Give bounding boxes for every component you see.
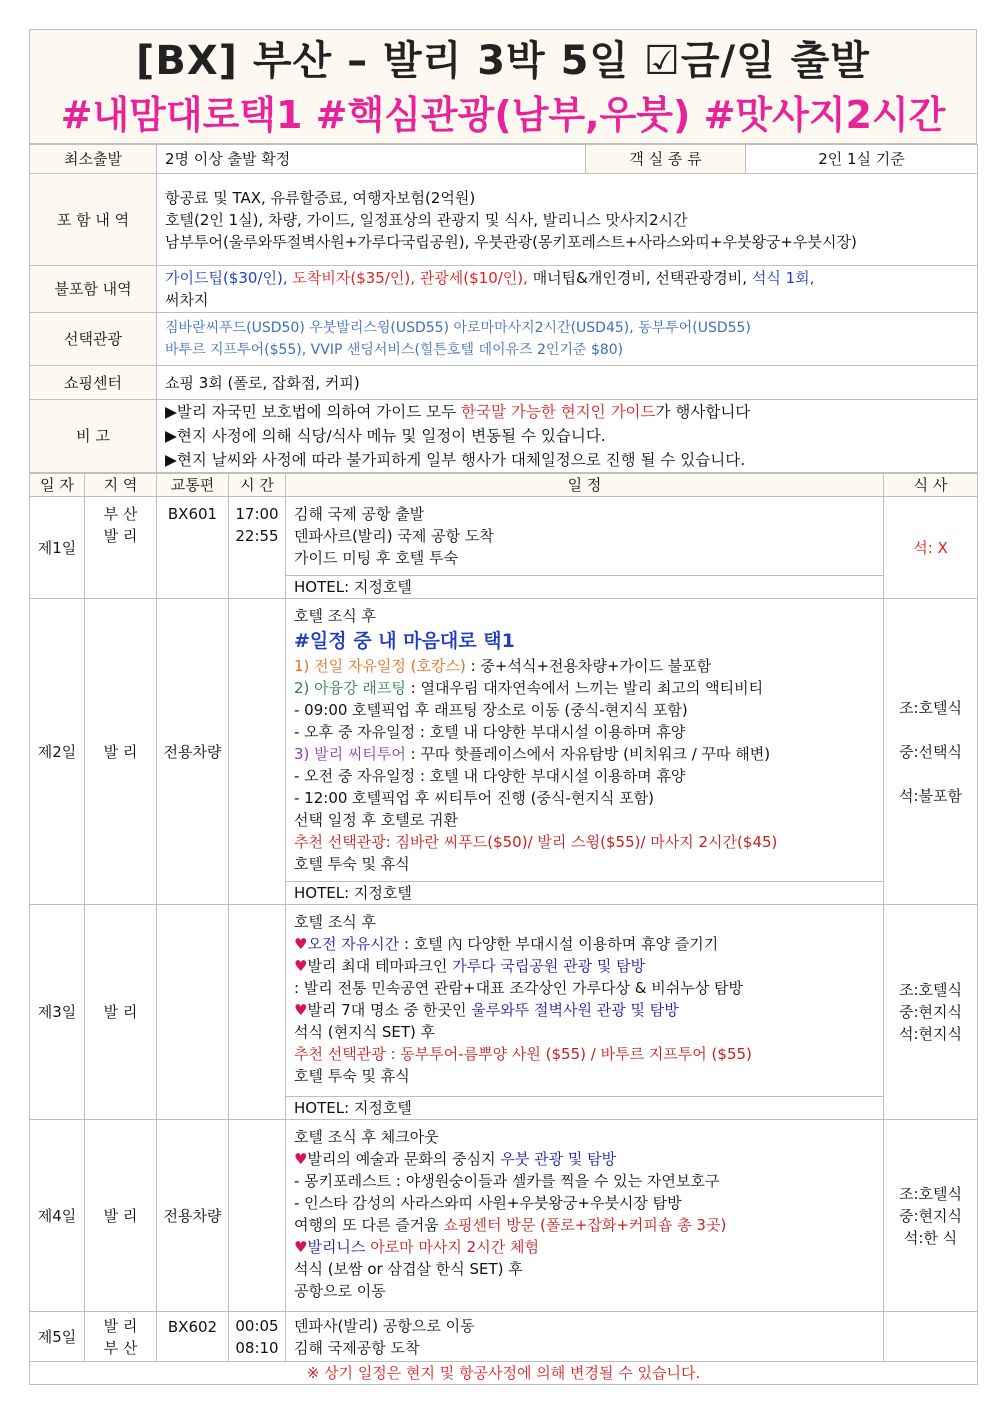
col-meals: 식 사 <box>884 474 978 497</box>
included-line: 남부투어(울루와뚜절벽사원+가루다국립공원), 우붓관광(몽키포레스트+사라스와띠+우붓왕궁+우붓시장) <box>165 232 857 251</box>
excluded-label: 불포함 내역 <box>30 266 157 313</box>
page-title: [BX] 부산 – 발리 3박 5일 ☑금/일 출발 <box>136 38 870 84</box>
remark-2: ▶현지 사정에 의해 식당/식사 메뉴 및 일정이 변동될 수 있습니다. <box>165 427 606 445</box>
day-5-meals <box>884 1312 978 1362</box>
day-3-hotel: HOTEL: 지정호텔 <box>286 1097 884 1120</box>
day-1-transport: BX601 <box>157 497 229 599</box>
remark-1-highlight: 한국말 가능한 현지인 가이드 <box>461 403 656 421</box>
room-type-value: 2인 1실 기준 <box>746 145 978 174</box>
day-1-time: 17:00 22:55 <box>229 497 286 599</box>
included-label: 포 함 내 역 <box>30 174 157 266</box>
guide-tip: 가이드팁($30/인), <box>165 269 288 287</box>
included-line: 항공료 및 TAX, 유류할증료, 여행자보험(2억원) <box>165 188 476 207</box>
day-2-meals: 조:호텔식 중:선택식 석:불포함 <box>884 599 978 905</box>
col-time: 시 간 <box>229 474 286 497</box>
day-2-time <box>229 599 286 905</box>
title-banner <box>29 29 977 144</box>
day-4-itinerary: 호텔 조식 후 체크아웃 ♥발리의 예술과 문화의 중심지 우붓 관광 및 탐방 - 몽키포레스트 : 야생원숭이들과 셀카를 찍을 수 있는 자연보호구 - 인스타 감성의 사라스와띠 사원+우붓왕궁+우붓시장 탐방 여행의 또 다른 즐거움 쇼핑센터 방문 (폴로+잡화+커피숍 총 3곳) ♥발리니스 아로마 마사지 2시간 체험 석식 (보쌈 or 삼겹살 한식 SET) 후 공항으로 이동 <box>286 1120 884 1312</box>
heart-icon: ♥ <box>294 957 308 975</box>
day-1-meals: 석: X <box>884 497 978 599</box>
day-5-transport: BX602 <box>157 1312 229 1362</box>
day-3-meals: 조:호텔식 중:현지식 석:현지식 <box>884 905 978 1120</box>
col-day: 일 자 <box>30 474 85 497</box>
optional-line: 바투르 지프투어($55), VVIP 샌딩서비스(힐튼호텔 데이유즈 2인기준 $80) <box>165 342 624 358</box>
schedule-table <box>29 473 978 1385</box>
day-5-time: 00:05 08:10 <box>229 1312 286 1362</box>
day-1-itinerary: 김해 국제 공항 출발 덴파사르(발리) 국제 공항 도착 가이드 미팅 후 호텔 투숙 <box>286 497 884 576</box>
day-2-label: 제2일 <box>30 599 85 905</box>
min-depart-value: 2명 이상 출발 확정 <box>157 145 586 174</box>
heart-icon: ♥ <box>294 1238 308 1256</box>
choose-one-heading: #일정 중 내 마음대로 택1 <box>294 630 515 652</box>
included-value <box>157 174 978 266</box>
day-3-region: 발 리 <box>85 905 157 1120</box>
day-2-region: 발 리 <box>85 599 157 905</box>
room-type-label: 객 실 종 류 <box>586 145 746 174</box>
optional-line: 짐바란씨푸드(USD50) 우붓발리스윙(USD55) 아로마마사지2시간(USD45), 동부투어(USD55) <box>165 320 751 336</box>
info-table <box>29 144 978 473</box>
day-1-hotel: HOTEL: 지정호텔 <box>286 576 884 599</box>
day-5-itinerary: 덴파사(발리) 공항으로 이동 김해 국제공항 도착 <box>286 1312 884 1362</box>
surcharge: 써차지 <box>165 291 209 309</box>
day-4-meals: 조:호텔식 중:현지식 석:한 식 <box>884 1120 978 1312</box>
min-depart-label: 최소출발 <box>30 145 157 174</box>
day-1-label: 제1일 <box>30 497 85 599</box>
dinner-excluded: 석식 1회, <box>751 269 815 287</box>
day-2-transport: 전용차량 <box>157 599 229 905</box>
day-5-label: 제5일 <box>30 1312 85 1362</box>
day-3-label: 제3일 <box>30 905 85 1120</box>
heart-icon: ♥ <box>294 1150 308 1168</box>
day-2-itinerary: 호텔 조식 후 #일정 중 내 마음대로 택1 1) 전일 자유일정 (호캉스) : 중+석식+전용차량+가이드 불포함 2) 아융강 래프팅 : 열대우림 대자연속에서 느끼는 발리 최고의 액티비티 - 09:00 호텔픽업 후 래프팅 장소로 이동 (중식-현지식 포함) - 오후 중 자유일정 : 호텔 내 다양한 부대시설 이용하며 휴양 3) 발리 씨티투어 : 꾸따 핫플레이스에서 자유탐방 (비치워크 / 꾸따 해변) - 오전 중 자유일정 : 호텔 내 다양한 부대시설 이용하며 휴양 - 12:00 호텔픽업 후 씨티투어 진행 (중식-현지식 포함) 선택 일정 후 호텔로 귀환 추천 선택관광: 짐바란 씨푸드($50)/ 발리 스윙($55)/ 마사지 2시간($45) 호텔 투숙 및 휴식 <box>286 599 884 882</box>
day-5-region: 발 리 부 산 <box>85 1312 157 1362</box>
day-4-time <box>229 1120 286 1312</box>
day-4-transport: 전용차량 <box>157 1120 229 1312</box>
day-1-region: 부 산 발 리 <box>85 497 157 599</box>
day-4-label: 제4일 <box>30 1120 85 1312</box>
col-itinerary: 일 정 <box>286 474 884 497</box>
day-3-itinerary: 호텔 조식 후 ♥오전 자유시간 : 호텔 內 다양한 부대시설 이용하며 휴양 즐기기 ♥발리 최대 테마파크인 가루다 국립공원 관광 및 탐방 : 발리 전통 민속공연 관람+대표 조각상인 가루다상 & 비쉬누상 탐방 ♥발리 7대 명소 중 한곳인 울루와뚜 절벽사원 관광 및 탐방 석식 (현지식 SET) 후 추천 선택관광 : 동부투어-름뿌양 사원 ($55) / 바투르 지프투어 ($55) 호텔 투숙 및 휴식 <box>286 905 884 1097</box>
optional-tours-value <box>157 313 978 366</box>
shopping-value: 쇼핑 3회 (폴로, 잡화점, 커피) <box>157 366 978 400</box>
manner-tip: 매너팁&개인경비, 선택관광경비, <box>532 269 748 287</box>
remark-1: ▶발리 자국민 보호법에 의하여 가이드 모두 <box>165 403 462 421</box>
remark-3: ▶현지 날씨와 사정에 따라 불가피하게 일부 행사가 대체일정으로 진행 될 수 있습니다. <box>165 451 746 469</box>
day-3-transport <box>157 905 229 1120</box>
arrival-visa: 도착비자($35/인), <box>292 269 415 287</box>
shopping-label: 쇼핑센터 <box>30 366 157 400</box>
excluded-value <box>157 266 978 313</box>
remarks-label: 비 고 <box>30 400 157 473</box>
optional-tours-label: 선택관광 <box>30 313 157 366</box>
day-4-region: 발 리 <box>85 1120 157 1312</box>
footer-notice: ※ 상기 일정은 현지 및 항공사정에 의해 변경될 수 있습니다. <box>30 1362 978 1385</box>
remarks-value <box>157 400 978 473</box>
tourism-tax: 관광세($10/인), <box>419 269 528 287</box>
itinerary-sheet <box>29 29 977 1385</box>
col-region: 지 역 <box>85 474 157 497</box>
day-2-hotel: HOTEL: 지정호텔 <box>286 882 884 905</box>
heart-icon: ♥ <box>294 935 308 953</box>
day-3-time <box>229 905 286 1120</box>
col-transport: 교통편 <box>157 474 229 497</box>
remark-1-end: 가 행사합니다 <box>655 403 751 421</box>
included-line: 호텔(2인 1실), 차량, 가이드, 일정표상의 관광지 및 식사, 발리니스 맛사지2시간 <box>165 210 688 229</box>
page-subtitle-hashtags: #내맘대로택1 #핵심관광(남부,우붓) #맛사지2시간 <box>60 93 946 137</box>
heart-icon: ♥ <box>294 1001 308 1019</box>
